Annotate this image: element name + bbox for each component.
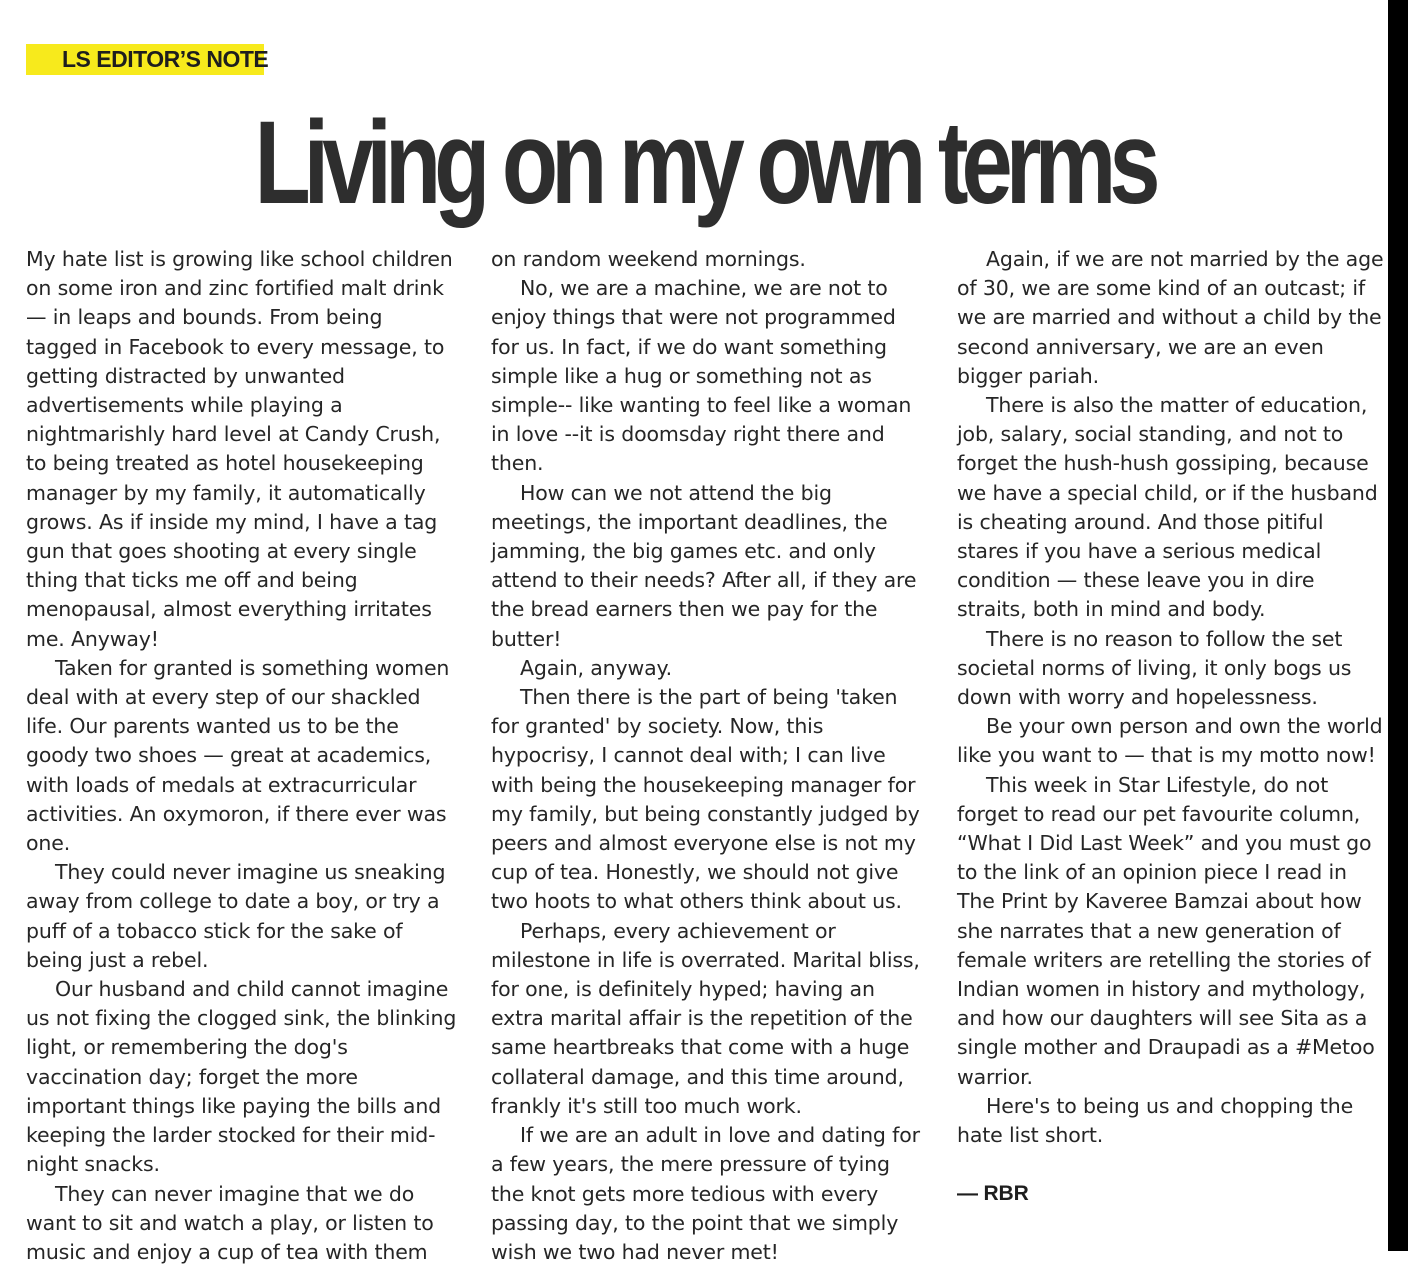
paragraph: Taken for granted is something women deal with at every step of our shackled life. Our parents wanted us to be the goody two shoes — great at academics, with loads of medals at extracurricular activities. An oxymoron, if there ever was one.	[26, 654, 458, 858]
paragraph: My hate list is growing like school children on some iron and zinc fortified malt drink — in leaps and bounds. From being tagged in Facebook to every message, to getting distracted by unwanted advertisements while playing a nightmarishly hard level at Candy Crush, to being treated as hotel housekeeping manager by my family, it automatically grows. As if inside my mind, I have a tag gun that goes shooting at every single thing that ticks me off and being menopausal, almost everything irritates me. Anyway!	[26, 245, 458, 654]
article-column-2	[491, 245, 923, 1267]
paragraph: There is no reason to follow the set societal norms of living, it only bogs us down with worry and hopelessness.	[957, 625, 1387, 713]
paragraph: Again, if we are not married by the age of 30, we are some kind of an outcast; if we are married and without a child by the second anniversary, we are an even bigger pariah.	[957, 245, 1387, 391]
paragraph: Then there is the part of being 'taken for granted' by society. Now, this hypocrisy, I cannot deal with; I can live with being the housekeeping manager for my family, but being constantly judged by peers and almost everyone else is not my cup of tea. Honestly, we should not give two hoots to what others think about us.	[491, 683, 923, 917]
paragraph: They could never imagine us sneaking away from college to date a boy, or try a puff of a tobacco stick for the sake of being just a rebel.	[26, 858, 458, 975]
paragraph: Again, anyway.	[491, 654, 923, 683]
paragraph: Be your own person and own the world like you want to — that is my motto now!	[957, 712, 1387, 770]
headline: Living on my own terms	[155, 98, 1253, 228]
paragraph: Here's to being us and chopping the hate list short.	[957, 1092, 1387, 1150]
paragraph: Perhaps, every achievement or milestone in life is overrated. Marital bliss, for one, is definitely hyped; having an extra marital affair is the repetition of the same heartbreaks that come with a huge collateral damage, and this time around, frankly it's still too much work.	[491, 917, 923, 1121]
paragraph: Our husband and child cannot imagine us not fixing the clogged sink, the blinking light, or remembering the dog's vaccination day; forget the more important things like paying the bills and keeping the larder stocked for their mid-night snacks.	[26, 975, 458, 1179]
paragraph: They can never imagine that we do want to sit and watch a play, or listen to music and enjoy a cup of tea with them	[26, 1180, 458, 1267]
author-signature: — RBR	[957, 1179, 1387, 1208]
paragraph: If we are an adult in love and dating for a few years, the mere pressure of tying the knot gets more tedious with every passing day, to the point that we simply wish we two had never met!	[491, 1121, 923, 1267]
paragraph: on random weekend mornings.	[491, 245, 923, 274]
article-column-3	[957, 245, 1387, 1209]
article-column-1	[26, 245, 458, 1267]
paragraph: There is also the matter of education, job, salary, social standing, and not to forget the hush-hush gossiping, because we have a special child, or if the husband is cheating around. And those pitiful stares if you have a serious medical condition — these leave you in dire straits, both in mind and body.	[957, 391, 1387, 625]
page-edge-bar	[1388, 0, 1408, 1251]
paragraph: How can we not attend the big meetings, the important deadlines, the jamming, the big games etc. and only attend to their needs? After all, if they are the bread earners then we pay for the butter!	[491, 479, 923, 654]
paragraph: This week in Star Lifestyle, do not forget to read our pet favourite column, “What I Did Last Week” and you must go to the link of an opinion piece I read in The Print by Kaveree Bamzai about how she narrates that a new generation of female writers are retelling the stories of Indian women in history and mythology, and how our daughters will see Sita as a single mother and Draupadi as a #Metoo warrior.	[957, 771, 1387, 1092]
section-kicker: LS EDITOR’S NOTE	[26, 44, 264, 75]
paragraph: No, we are a machine, we are not to enjoy things that were not programmed for us. In fact, if we do want something simple like a hug or something not as simple-- like wanting to feel like a woman in love --it is doomsday right there and then.	[491, 274, 923, 478]
